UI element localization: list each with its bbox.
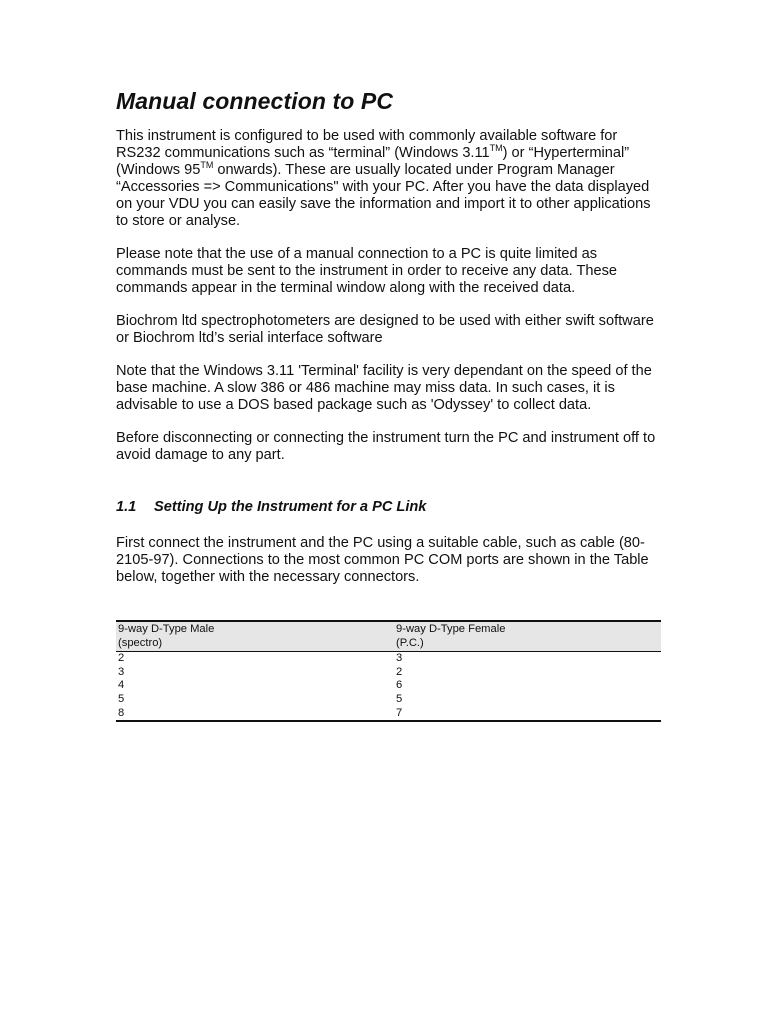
software-paragraph: Biochrom ltd spectrophotometers are designed to be used with either swift software or Biochrom ltd’s serial interface software bbox=[116, 313, 654, 346]
header-male-line1: 9-way D-Type Male bbox=[118, 623, 215, 635]
male-pin: 4 bbox=[118, 679, 125, 692]
female-pin: 5 bbox=[396, 692, 403, 705]
document-page bbox=[116, 86, 661, 722]
intro-text-2: ) or “Hyperterminal” (Windows 95 bbox=[116, 145, 630, 178]
female-pin: 6 bbox=[396, 679, 403, 692]
connection-paragraph: First connect the instrument and the PC using a suitable cable, such as cable (80-2105-97). Connections to the most common PC COM ports are shown in the Table below, together with the necessary connectors. bbox=[116, 535, 649, 585]
page-title: Manual connection to PC bbox=[116, 88, 394, 114]
table-row bbox=[116, 652, 661, 666]
trademark-1: TM bbox=[489, 143, 503, 153]
intro-text-1: This instrument is configured to be used with commonly available software for RS232 communications such as “terminal” (Windows 3.11 bbox=[116, 128, 618, 161]
female-pin: 7 bbox=[394, 707, 661, 722]
trademark-2: TM bbox=[200, 160, 214, 170]
female-pin: 3 bbox=[396, 652, 403, 665]
safety-paragraph: Before disconnecting or connecting the instrument turn the PC and instrument off to avoid damage to any part. bbox=[116, 430, 656, 463]
section-heading bbox=[116, 499, 661, 516]
header-female bbox=[394, 621, 661, 652]
header-female-line2: (P.C.) bbox=[396, 636, 424, 649]
male-pin: 5 bbox=[118, 692, 125, 705]
table-row bbox=[116, 666, 661, 680]
section-number: 1.1 bbox=[116, 499, 137, 515]
section-title: Setting Up the Instrument for a PC Link bbox=[154, 499, 427, 515]
intro-text-3: onwards). These are usually located under Program Manager “Accessories => Communications" with your PC. After you have the data displayed on your VDU you can easily save the information and import it to other applications to store or analyse. bbox=[116, 162, 651, 229]
male-pin: 3 bbox=[118, 665, 125, 678]
connector-table bbox=[116, 620, 661, 722]
table-header-row bbox=[116, 621, 661, 652]
table-row bbox=[116, 707, 661, 722]
header-male-line2: (spectro) bbox=[118, 636, 163, 649]
header-male bbox=[116, 621, 394, 652]
windows-note-paragraph: Note that the Windows 3.11 'Terminal' facility is very dependant on the speed of the base machine. A slow 386 or 486 machine may miss data. In such cases, it is advisable to use a DOS based package such as 'Odyssey' to collect data. bbox=[116, 363, 652, 413]
male-pin: 8 bbox=[116, 707, 394, 722]
table-row bbox=[116, 693, 661, 707]
header-female-line1: 9-way D-Type Female bbox=[396, 623, 506, 635]
male-pin: 2 bbox=[118, 652, 125, 665]
intro-paragraph bbox=[116, 128, 661, 230]
female-pin: 2 bbox=[396, 665, 403, 678]
table-row bbox=[116, 679, 661, 693]
limitation-paragraph: Please note that the use of a manual connection to a PC is quite limited as commands must be sent to the instrument in order to receive any data. These commands appear in the terminal window along with the received data. bbox=[116, 246, 618, 296]
